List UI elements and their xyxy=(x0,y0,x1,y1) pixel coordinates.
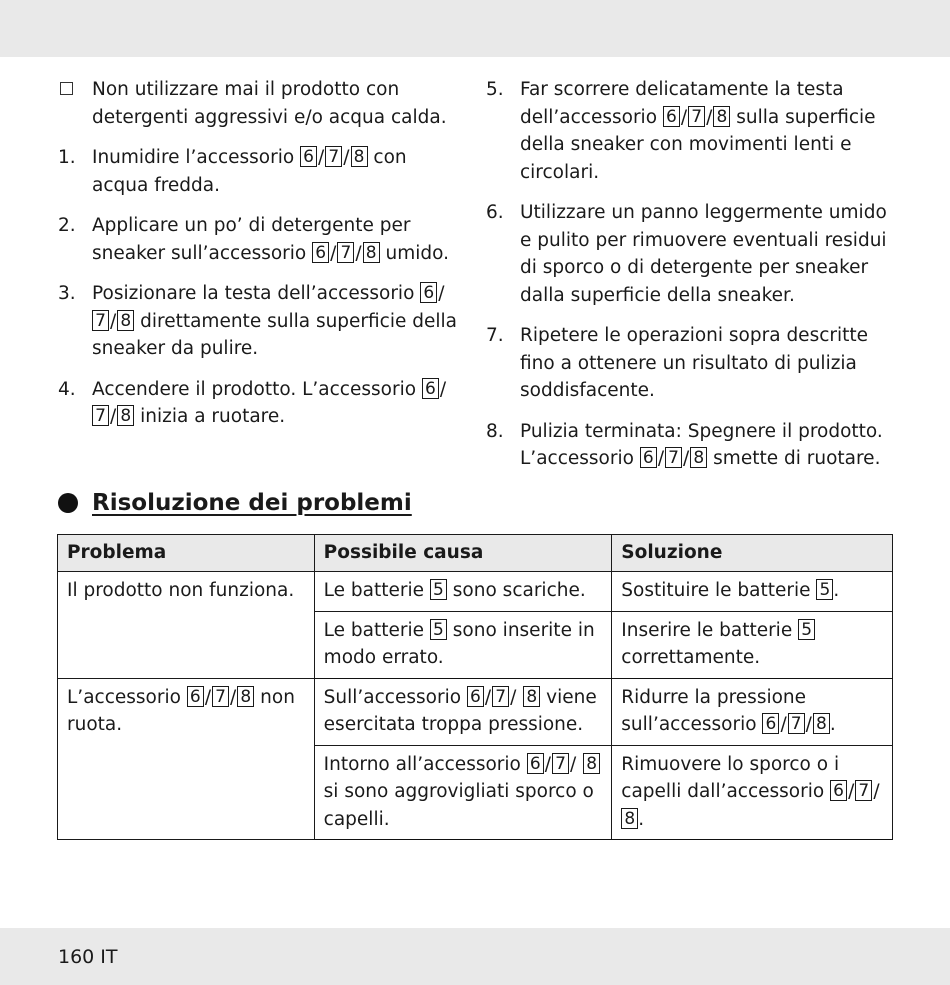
table-row xyxy=(58,678,893,745)
part-ref: 6 xyxy=(527,753,544,774)
note-text: Non utilizzare mai il prodotto con detergenti aggressivi e/o acqua calda. xyxy=(92,79,447,128)
part-ref: 7 xyxy=(788,713,805,734)
table-header-row xyxy=(58,535,893,572)
step-text: umido. xyxy=(385,242,450,264)
note-item xyxy=(58,76,458,131)
step-text: Inumidire l’accessorio xyxy=(92,147,295,168)
cause-cell xyxy=(314,572,612,612)
cause-text: Le batterie xyxy=(323,619,425,641)
cause-text: Le batterie xyxy=(323,580,425,601)
part-ref: 7 xyxy=(688,106,705,127)
section-title: Risoluzione dei problemi xyxy=(92,490,412,516)
troubleshooting-table xyxy=(57,534,893,840)
solution-text: Rimuovere lo sporco o i capelli dall’accessorio xyxy=(621,753,840,802)
step-number: 6. xyxy=(486,202,504,223)
cause-text: viene esercitata troppa pressione. xyxy=(323,686,597,735)
step-text: Utilizzare un panno leggermente umido e pulito per rimuovere eventuali residui di sporco o di detergente per sneaker dalla superficie della sneaker. xyxy=(520,202,887,306)
step-item: 4. Accendere il prodotto. L’accessorio 6 /7 / 8 inizia a ruotare. xyxy=(58,376,458,431)
solution-text: Ridurre la pressione sull’accessorio xyxy=(621,686,807,735)
part-ref: 8 xyxy=(690,447,707,468)
solution-text: . xyxy=(638,808,645,830)
part-ref: 7 xyxy=(325,146,342,167)
part-ref: 6 xyxy=(420,282,437,303)
cause-text: sono inserite in modo errato. xyxy=(323,619,595,668)
part-ref: 5 xyxy=(430,579,447,600)
step-item xyxy=(486,199,896,309)
cause-text: si sono aggrovigliati sporco o capelli. xyxy=(323,781,594,830)
part-ref: 7 xyxy=(92,310,109,331)
problem-cell xyxy=(58,572,315,679)
part-ref: 6 xyxy=(300,146,317,167)
part-ref: 6 xyxy=(467,686,484,707)
problem-text: non ruota. xyxy=(67,686,295,735)
cause-text: sono scariche. xyxy=(452,580,586,601)
part-ref: 8 xyxy=(583,753,600,774)
checkbox-icon xyxy=(60,82,73,95)
column-header: Possibile causa xyxy=(314,535,612,572)
cause-cell: Intorno all’accessorio 6 / 7 / 8 si sono aggrovigliati sporco o capelli. xyxy=(314,745,612,840)
step-item: 2. Applicare un po’ di detergente per sneaker sull’accessorio 6 / 7 / 8 umido. xyxy=(58,212,458,267)
part-ref: 5 xyxy=(798,619,815,640)
section-heading xyxy=(58,490,412,516)
cause-cell: Sull’accessorio 6 / 7 / 8 viene esercitata troppa pressione. xyxy=(314,678,612,745)
step-text: Far scorrere delicatamente la testa dell’accessorio xyxy=(520,79,844,128)
page-number: 160 IT xyxy=(58,946,118,968)
part-ref: 7 xyxy=(212,686,229,707)
part-ref: 6 xyxy=(830,780,847,801)
solution-text: . xyxy=(833,580,840,601)
table-row xyxy=(58,572,893,612)
step-number: 8. xyxy=(486,420,504,442)
cause-text: Sull’accessorio xyxy=(323,686,462,708)
solution-text: Inserire le batterie xyxy=(621,619,793,641)
part-ref: 8 xyxy=(351,146,368,167)
step-number: 3. xyxy=(58,283,76,304)
footer-band xyxy=(0,928,950,985)
step-text: direttamente sulla superficie della sneaker da pulire. xyxy=(92,310,458,359)
part-ref: 7 xyxy=(855,780,872,801)
part-ref: 8 xyxy=(117,310,134,331)
part-ref: 8 xyxy=(813,713,830,734)
part-ref: 7 xyxy=(492,686,509,707)
instructions-right-column xyxy=(486,76,896,486)
step-number: 2. xyxy=(58,215,76,236)
solution-cell xyxy=(612,572,893,612)
step-text: Applicare un po’ di detergente per sneaker sull’accessorio xyxy=(92,215,411,264)
part-ref: 8 xyxy=(237,686,254,707)
part-ref: 6 xyxy=(312,242,329,263)
part-ref: 6 xyxy=(663,106,680,127)
part-ref: 7 xyxy=(552,753,569,774)
problem-text: Il prodotto non funziona. xyxy=(67,580,295,601)
step-item: 1. Inumidire l’accessorio 6 / 7 / 8 con acqua fredda. xyxy=(58,144,458,199)
step-item xyxy=(486,322,896,405)
step-number: 5. xyxy=(486,79,504,100)
column-header: Soluzione xyxy=(612,535,893,572)
part-ref: 8 xyxy=(621,808,638,829)
column-header: Problema xyxy=(58,535,315,572)
step-text: smette di ruotare. xyxy=(713,448,881,469)
step-text: Posizionare la testa dell’accessorio xyxy=(92,283,415,304)
cause-cell xyxy=(314,611,612,678)
part-ref: 8 xyxy=(117,405,134,426)
solution-cell xyxy=(612,611,893,678)
part-ref: 7 xyxy=(337,242,354,263)
problem-cell: L’accessorio 6 / 7 / 8 non ruota. xyxy=(58,678,315,840)
solution-text: Sostituire le batterie xyxy=(621,580,811,601)
solution-text: correttamente. xyxy=(621,647,761,668)
step-number: 1. xyxy=(58,147,76,168)
step-item: 5. Far scorrere delicatamente la testa dell’accessorio 6 / 7 / 8 sulla superficie della sneaker con movimenti lenti e circolari. xyxy=(486,76,896,186)
cause-text: Intorno all’accessorio xyxy=(323,753,521,775)
header-band xyxy=(0,0,950,57)
part-ref: 8 xyxy=(363,242,380,263)
step-text: sulla superficie della sneaker con movimenti lenti e circolari. xyxy=(520,106,876,183)
step-item: 3. Posizionare la testa dell’accessorio 6 /7 / 8 direttamente sulla superficie della sneaker da pulire. xyxy=(58,280,458,363)
part-ref: 5 xyxy=(816,579,833,600)
step-number: 4. xyxy=(58,378,76,400)
solution-cell: Ridurre la pressione sull’accessorio 6 / 7 / 8 . xyxy=(612,678,893,745)
part-ref: 7 xyxy=(92,405,109,426)
solution-cell: Rimuovere lo sporco o i capelli dall’accessorio 6 / 7 /8 . xyxy=(612,745,893,840)
step-text: Accendere il prodotto. L’accessorio xyxy=(92,378,417,400)
part-ref: 8 xyxy=(713,106,730,127)
part-ref: 7 xyxy=(665,447,682,468)
step-text: inizia a ruotare. xyxy=(140,406,286,427)
part-ref: 6 xyxy=(422,378,439,399)
part-ref: 6 xyxy=(762,713,779,734)
part-ref: 5 xyxy=(430,619,447,640)
step-text: Ripetere le operazioni sopra descritte fino a ottenere un risultato di pulizia soddisfacente. xyxy=(520,325,869,401)
step-text: con acqua fredda. xyxy=(92,147,407,196)
problem-text: L’accessorio xyxy=(67,686,181,708)
step-item: 8. Pulizia terminata: Spegnere il prodotto. L’accessorio 6 / 7 / 8 smette di ruotare. xyxy=(486,418,896,473)
step-number: 7. xyxy=(486,325,504,346)
part-ref: 6 xyxy=(640,447,657,468)
instructions-left-column xyxy=(58,76,458,444)
bullet-icon xyxy=(58,493,78,513)
step-text: Pulizia terminata: Spegnere il prodotto. L’accessorio xyxy=(520,420,883,469)
part-ref: 6 xyxy=(187,686,204,707)
solution-text: . xyxy=(829,714,836,735)
part-ref: 8 xyxy=(523,686,540,707)
